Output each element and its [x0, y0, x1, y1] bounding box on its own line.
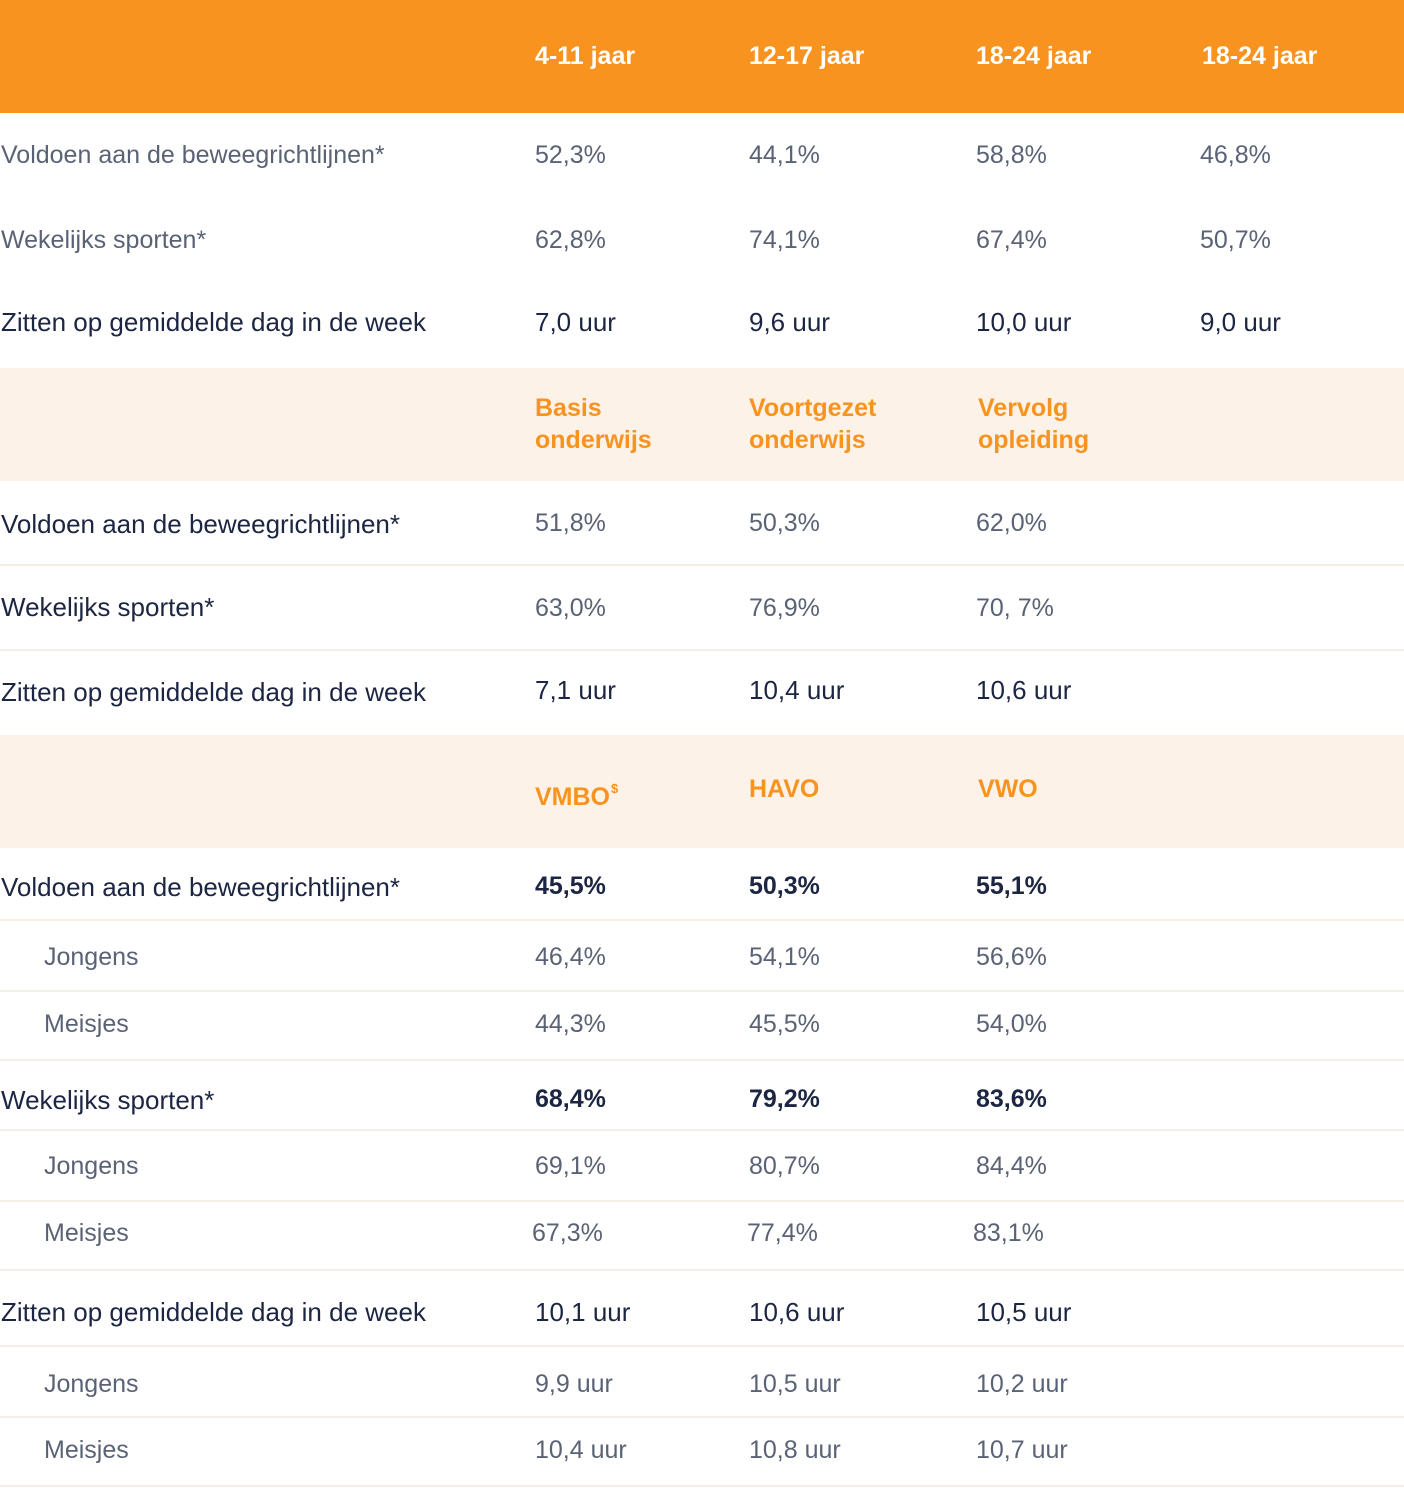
cell-value: 62,0% [976, 509, 1047, 537]
band-col-2 [749, 392, 876, 456]
table-row [0, 1418, 1404, 1486]
row-label: Zitten op gemiddelde dag in de week [1, 1297, 426, 1327]
table-row [0, 198, 1404, 283]
cell-value: 50,3% [749, 509, 820, 537]
cell-value: 45,5% [535, 872, 606, 900]
cell-value: 7,1 uur [535, 675, 616, 705]
table-row [0, 651, 1404, 735]
row-label: Zitten op gemiddelde dag in de week [1, 677, 426, 707]
subheader-band [0, 368, 1404, 481]
row-label: Meisjes [44, 1219, 129, 1247]
cell-value: 67,4% [976, 226, 1047, 254]
cell-value: 54,1% [749, 943, 820, 971]
cell-value: 52,3% [535, 141, 606, 169]
row-label: Jongens [44, 943, 139, 971]
band-col-1-line-2: onderwijs [535, 426, 652, 454]
cell-value: 83,1% [973, 1219, 1044, 1247]
cell-value: 10,4 uur [749, 675, 845, 705]
cell-value: 7,0 uur [535, 307, 616, 337]
row-label: Voldoen aan de beweegrichtlijnen* [1, 141, 385, 169]
cell-value: 58,8% [976, 141, 1047, 169]
cell-value: 67,3% [532, 1219, 603, 1247]
band-col-1 [535, 392, 652, 456]
cell-value: 76,9% [749, 594, 820, 622]
table-row [0, 848, 1404, 920]
band-col-2-line-2: onderwijs [749, 426, 866, 454]
row-label: Voldoen aan de beweegrichtlijnen* [1, 509, 400, 539]
band-col-1-sup: $ [611, 781, 619, 796]
table-row [0, 992, 1404, 1060]
band-col-3-line-1: Vervolg [978, 394, 1069, 422]
cell-value: 50,3% [749, 872, 820, 900]
cell-value: 9,0 uur [1200, 307, 1281, 337]
row-label: Zitten op gemiddelde dag in de week [1, 307, 426, 337]
band-col-2-line-1: Voortgezet [749, 394, 877, 422]
cell-value: 10,5 uur [976, 1297, 1072, 1327]
band-col-3 [978, 392, 1089, 456]
row-divider [0, 1485, 1404, 1487]
cell-value: 83,6% [976, 1085, 1047, 1113]
table-row [0, 566, 1404, 650]
cell-value: 63,0% [535, 594, 606, 622]
row-label: Wekelijks sporten* [1, 1085, 215, 1115]
table-row [0, 283, 1404, 368]
table-row [0, 1202, 1404, 1270]
table-row [0, 1061, 1404, 1130]
cell-value: 68,4% [535, 1085, 606, 1113]
cell-value: 10,0 uur [976, 307, 1072, 337]
band-col-1-label: VMBO [535, 783, 610, 811]
header-col-1: 4-11 jaar [535, 42, 636, 70]
band-col-2: HAVO [749, 775, 820, 803]
row-label: Meisjes [44, 1010, 129, 1038]
table-row [0, 1271, 1404, 1345]
cell-value: 46,8% [1200, 141, 1271, 169]
cell-value: 54,0% [976, 1010, 1047, 1038]
cell-value: 44,1% [749, 141, 820, 169]
header-col-3: 18-24 jaar [976, 42, 1092, 70]
cell-value: 10,2 uur [976, 1370, 1068, 1398]
cell-value: 51,8% [535, 509, 606, 537]
cell-value: 77,4% [747, 1219, 818, 1247]
cell-value: 10,7 uur [976, 1436, 1068, 1464]
table-row [0, 1347, 1404, 1417]
cell-value: 10,6 uur [749, 1297, 845, 1327]
table-row [0, 481, 1404, 565]
row-label: Wekelijks sporten* [1, 592, 215, 622]
cell-value: 46,4% [535, 943, 606, 971]
cell-value: 10,4 uur [535, 1436, 627, 1464]
cell-value: 10,5 uur [749, 1370, 841, 1398]
cell-value: 55,1% [976, 872, 1047, 900]
cell-value: 50,7% [1200, 226, 1271, 254]
cell-value: 44,3% [535, 1010, 606, 1038]
cell-value: 45,5% [749, 1010, 820, 1038]
cell-value: 9,9 uur [535, 1370, 613, 1398]
cell-value: 74,1% [749, 226, 820, 254]
table-row [0, 113, 1404, 198]
band-col-3: VWO [978, 775, 1038, 803]
band-col-3-line-2: opleiding [978, 426, 1090, 454]
band-col-1 [535, 773, 618, 813]
cell-value: 62,8% [535, 226, 606, 254]
cell-value: 10,1 uur [535, 1297, 631, 1327]
cell-value: 80,7% [749, 1152, 820, 1180]
row-label: Wekelijks sporten* [1, 226, 207, 254]
subheader-band [0, 735, 1404, 848]
cell-value: 70, 7% [976, 594, 1054, 622]
cell-value: 10,8 uur [749, 1436, 841, 1464]
header-col-4: 18-24 jaar [1202, 42, 1318, 70]
row-label: Jongens [44, 1370, 139, 1398]
row-label: Voldoen aan de beweegrichtlijnen* [1, 872, 400, 902]
cell-value: 10,6 uur [976, 675, 1072, 705]
cell-value: 56,6% [976, 943, 1047, 971]
band-col-1-line-1: Basis [535, 394, 602, 422]
table-header [0, 0, 1404, 113]
row-label: Jongens [44, 1152, 139, 1180]
cell-value: 69,1% [535, 1152, 606, 1180]
table-row [0, 1131, 1404, 1201]
table-row [0, 921, 1404, 991]
row-label: Meisjes [44, 1436, 129, 1464]
cell-value: 79,2% [749, 1085, 820, 1113]
cell-value: 9,6 uur [749, 307, 830, 337]
header-col-2: 12-17 jaar [749, 42, 865, 70]
cell-value: 84,4% [976, 1152, 1047, 1180]
